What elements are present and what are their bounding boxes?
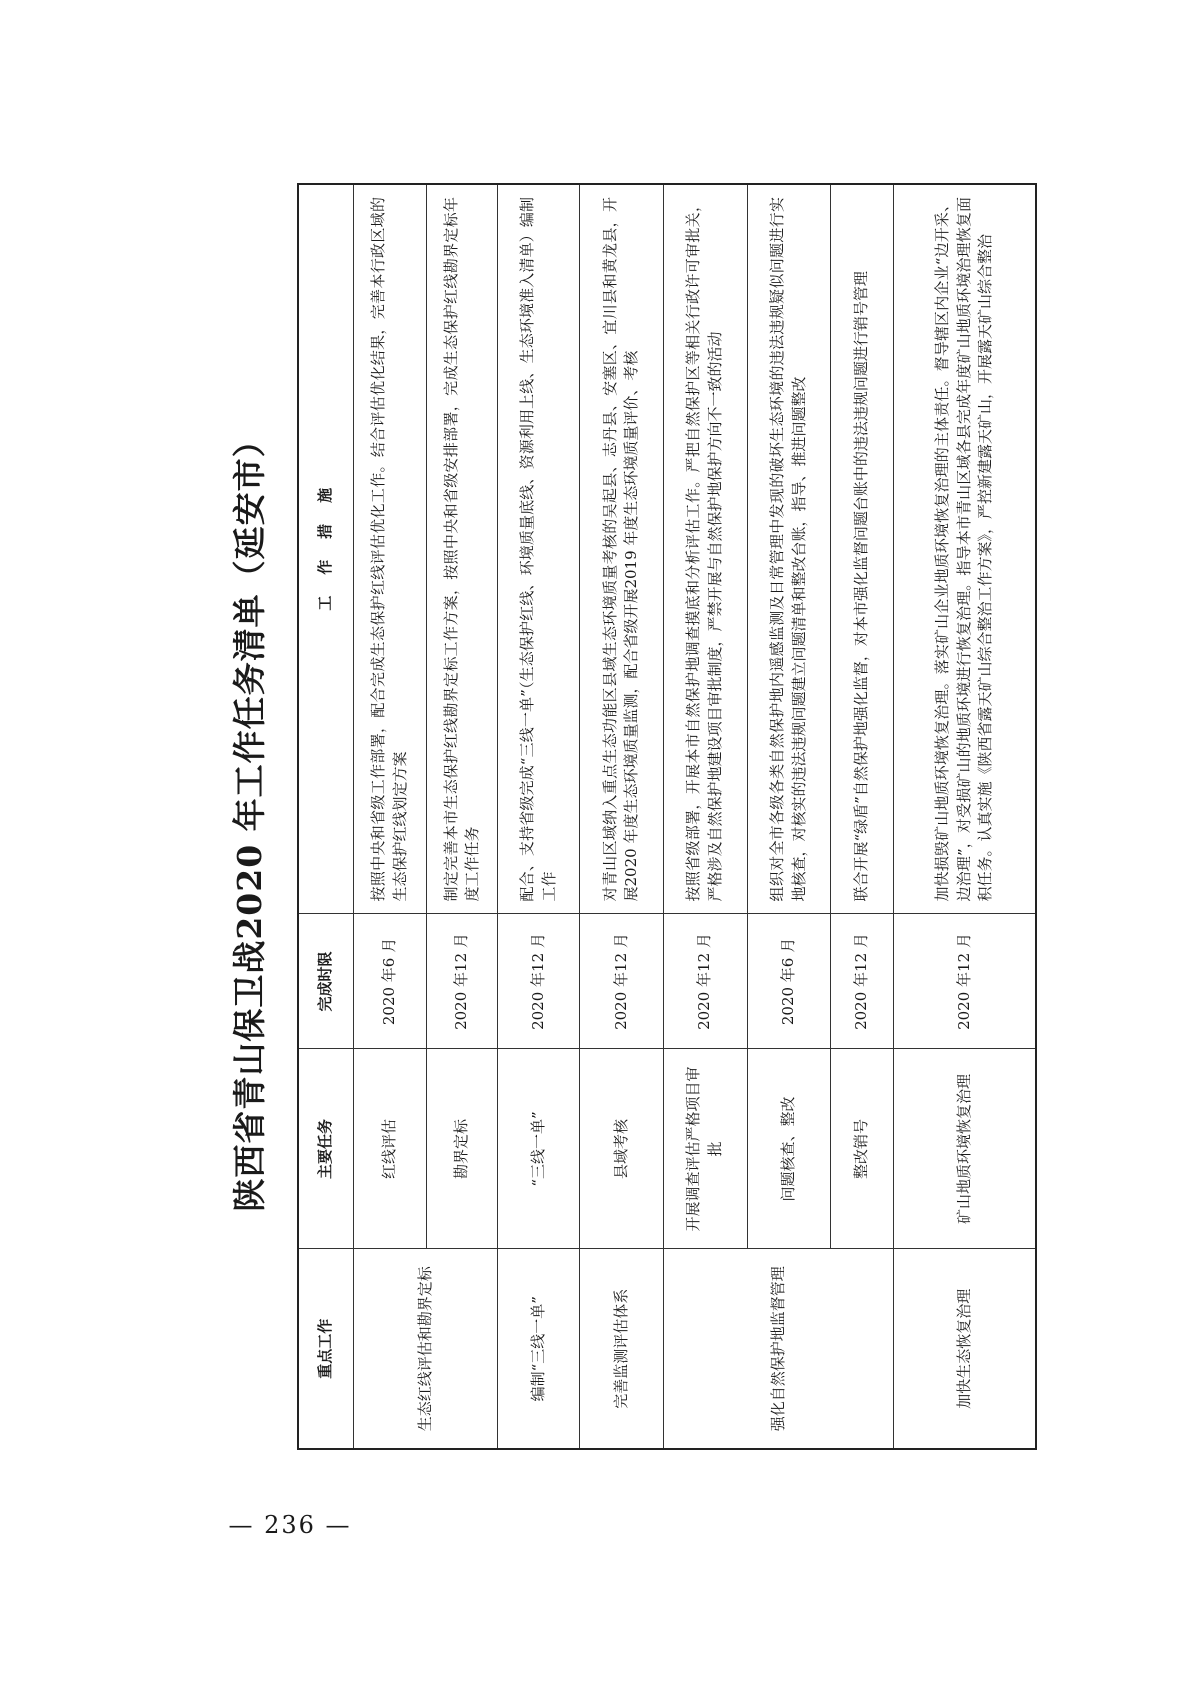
focus-cell: 生态红线评估和勘界定标 bbox=[354, 1249, 498, 1449]
task-list-table bbox=[297, 183, 1037, 1450]
measures-cell: 对青山区域纳入重点生态功能区县域生态环境质量考核的吴起县、志丹县、安塞区、宜川县和黄龙县，开展2020 年度生态环境质量监测，配合省级开展2019 年度生态环境质量评价、考核 bbox=[580, 184, 664, 914]
deadline-cell: 2020 年6 月 bbox=[354, 914, 427, 1049]
rotated-page-content bbox=[220, 185, 1040, 1450]
task-cell: 问题核查、整改 bbox=[747, 1049, 831, 1249]
measures-cell: 配合、支持省级完成“三线一单”（生态保护红线、环境质量底线、资源利用上线、生态环境准入清单）编制工作 bbox=[498, 184, 580, 914]
table-row bbox=[580, 184, 664, 1449]
task-cell: 矿山地质环境恢复治理 bbox=[894, 1049, 1036, 1249]
task-cell: 整改销号 bbox=[831, 1049, 894, 1249]
measures-cell: 联合开展“绿盾”自然保护地强化监督，对本市强化监督问题台账中的违法违规问题进行销号管理 bbox=[831, 184, 894, 914]
focus-cell: 编制“三线一单” bbox=[498, 1249, 580, 1449]
page-number: — 236 — bbox=[228, 1511, 352, 1539]
task-cell: 红线评估 bbox=[354, 1049, 427, 1249]
document-title: 陕西省青山保卫战2020 年工作任务清单（延安市） bbox=[230, 423, 269, 1212]
header-task: 主要任务 bbox=[298, 1049, 354, 1249]
deadline-cell: 2020 年12 月 bbox=[663, 914, 747, 1049]
measures-cell: 组织对全市各级各类自然保护地内遥感监测及日常管理中发现的破坏生态环境的违法违规疑似问题进行实地核查，对核实的违法违规问题建立问题清单和整改台账，指导、推进问题整改 bbox=[747, 184, 831, 914]
measures-cell: 制定完善本市生态保护红线勘界定标工作方案，按照中央和省级安排部署，完成生态保护红线勘界定标年度工作任务 bbox=[427, 184, 498, 914]
focus-cell: 加快生态恢复治理 bbox=[894, 1249, 1036, 1449]
measures-cell: 按照省级部署，开展本市自然保护地调查摸底和分析评估工作。严把自然保护区等相关行政许可审批关，严格涉及自然保护地建设项目审批制度，严禁开展与自然保护地保护方向不一致的活动 bbox=[663, 184, 747, 914]
table-header-row bbox=[298, 184, 354, 1449]
deadline-cell: 2020 年12 月 bbox=[831, 914, 894, 1049]
deadline-cell: 2020 年12 月 bbox=[580, 914, 664, 1049]
measures-cell: 按照中央和省级工作部署，配合完成生态保护红线评估优化工作。结合评估优化结果，完善本行政区域的生态保护红线划定方案 bbox=[354, 184, 427, 914]
focus-cell: 完善监测评估体系 bbox=[580, 1249, 664, 1449]
measures-cell: 加快损毁矿山地质环境恢复治理。落实矿山企业地质环境恢复治理的主体责任。督导辖区内企业“边开采、边治理”，对受损矿山的地质环境进行恢复治理。指导本市青山区域各县完成年度矿山地质环境治理恢复面积任务。认真实施《陕西省露天矿山综合整治工作方案》，严控新建露天矿山，开展露天矿山综合整治 bbox=[894, 184, 1036, 914]
table-row bbox=[354, 184, 427, 1449]
header-deadline: 完成时限 bbox=[298, 914, 354, 1049]
table-row bbox=[663, 184, 747, 1449]
task-cell: 县域考核 bbox=[580, 1049, 664, 1249]
table-row bbox=[894, 184, 1036, 1449]
deadline-cell: 2020 年12 月 bbox=[427, 914, 498, 1049]
deadline-cell: 2020 年12 月 bbox=[498, 914, 580, 1049]
header-focus: 重点工作 bbox=[298, 1249, 354, 1449]
task-cell: “三线一单” bbox=[498, 1049, 580, 1249]
focus-cell: 强化自然保护地监督管理 bbox=[663, 1249, 893, 1449]
deadline-cell: 2020 年6 月 bbox=[747, 914, 831, 1049]
table-row bbox=[498, 184, 580, 1449]
header-measures: 工 作 措 施 bbox=[298, 184, 354, 914]
task-cell: 开展调查评估严格项目审批 bbox=[663, 1049, 747, 1249]
task-cell: 勘界定标 bbox=[427, 1049, 498, 1249]
deadline-cell: 2020 年12 月 bbox=[894, 914, 1036, 1049]
